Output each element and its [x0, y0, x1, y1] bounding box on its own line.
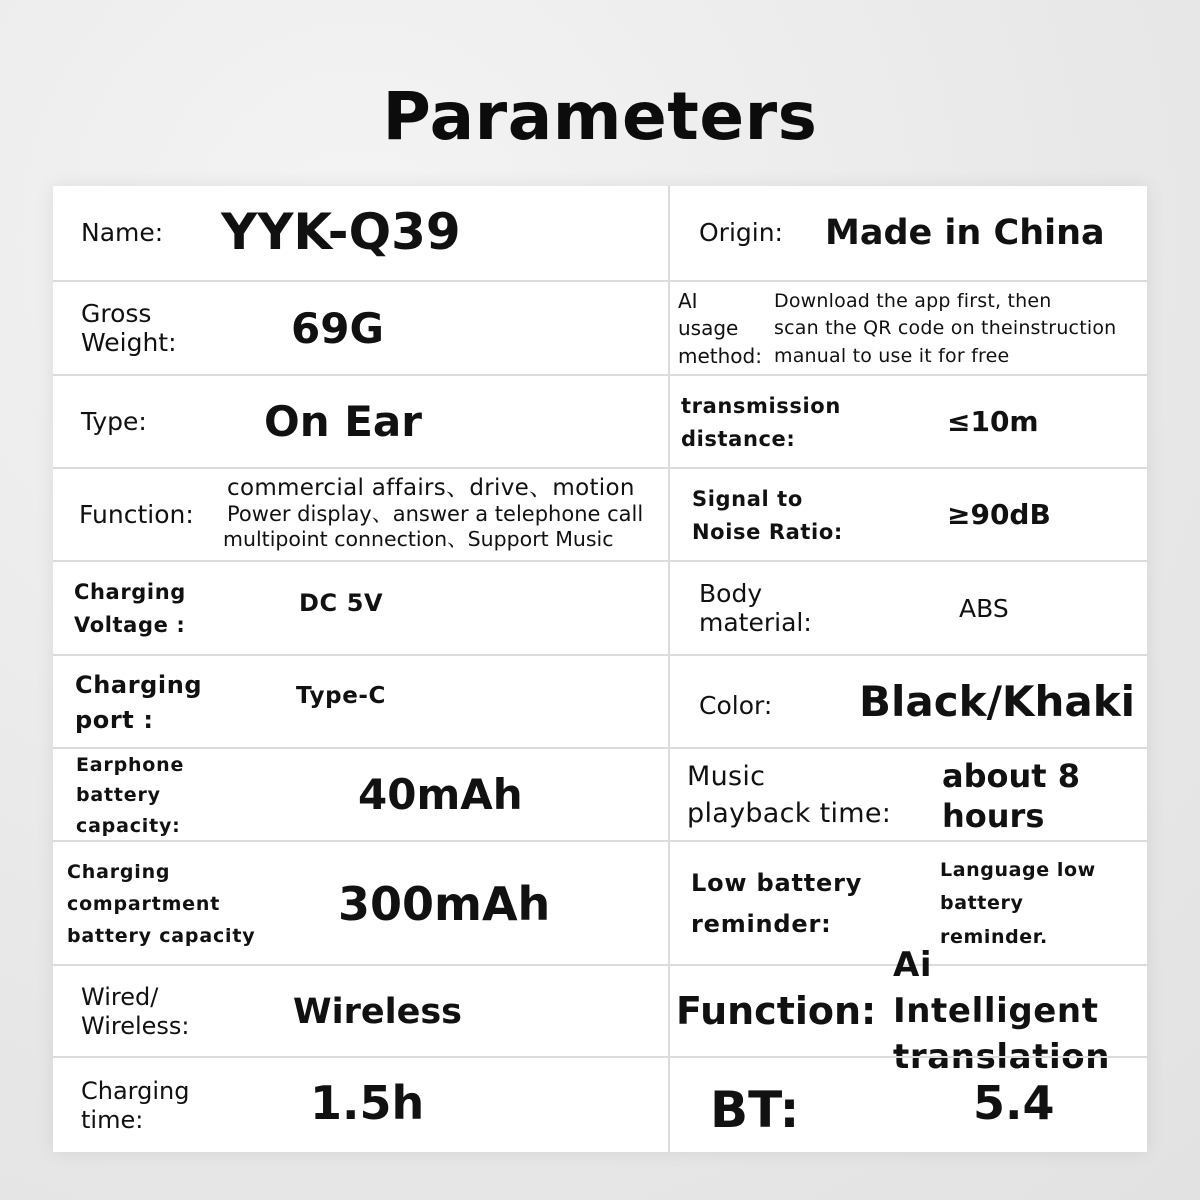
table-row — [53, 945, 1147, 1077]
table-row — [53, 747, 1147, 840]
function-value-line: multipoint connection、Support Music — [223, 526, 614, 551]
column-divider — [668, 282, 670, 374]
column-divider — [668, 656, 670, 747]
transmission-distance-label: transmission distance: — [681, 393, 841, 451]
name-value: YYK-Q39 — [221, 203, 461, 262]
charging-voltage-label: Charging Voltage : — [74, 580, 186, 637]
charging-port-value: Type-C — [296, 682, 387, 709]
ai-usage-method-value: Download the app first, then scan the QR code on theinstruction manual to use it for free — [774, 289, 1117, 367]
ai-usage-method-label: AI usage method: — [678, 288, 762, 368]
function-value-line: Power display、answer a telephone call — [227, 502, 644, 527]
gross-weight-value: 69G — [291, 303, 384, 353]
earphone-battery-label: Earphone battery capacity: — [76, 753, 185, 837]
gross-weight-label: Gross Weight: — [81, 299, 177, 357]
column-divider — [668, 842, 670, 964]
compartment-battery-label: Charging compartment battery capacity — [67, 860, 256, 948]
color-value: Black/Khaki — [859, 677, 1136, 727]
table-row — [53, 560, 1147, 654]
function2-value: Ai Intelligent translation — [893, 945, 1111, 1077]
music-playback-value: about 8 hours — [942, 756, 1080, 835]
body-material-label: Body material: — [699, 579, 812, 637]
table-row — [53, 1056, 1147, 1152]
name-label: Name: — [81, 217, 164, 247]
color-label: Color: — [699, 690, 773, 720]
bt-value: 5.4 — [973, 1075, 1055, 1130]
table-row — [53, 186, 1147, 280]
charging-time-value: 1.5h — [310, 1075, 425, 1130]
table-row — [53, 280, 1147, 374]
column-divider — [668, 186, 670, 280]
column-divider — [668, 1058, 670, 1152]
column-divider — [668, 562, 670, 654]
charging-time-label: Charging time: — [81, 1077, 190, 1134]
origin-label: Origin: — [699, 217, 783, 247]
column-divider — [668, 966, 670, 1056]
parameters-table — [53, 186, 1147, 1152]
table-row — [53, 467, 1147, 560]
type-label: Type: — [81, 407, 147, 437]
column-divider — [668, 376, 670, 467]
wired-wireless-label: Wired/ Wireless: — [81, 983, 190, 1040]
table-row — [53, 654, 1147, 747]
type-value: On Ear — [264, 397, 422, 447]
function-label: Function: — [79, 500, 194, 530]
low-battery-reminder-value: Language low battery reminder. — [940, 859, 1096, 948]
transmission-distance-value: ≤10m — [947, 405, 1039, 439]
function2-label: Function: — [676, 989, 877, 1034]
compartment-battery-value: 300mAh — [338, 876, 551, 931]
low-battery-reminder-label: Low battery reminder: — [691, 869, 863, 938]
body-material-value: ABS — [959, 593, 1009, 623]
charging-voltage-value: DC 5V — [299, 589, 384, 618]
snr-value: ≥90dB — [947, 498, 1051, 532]
charging-port-label: Charging port : — [75, 670, 203, 734]
table-row — [53, 374, 1147, 467]
column-divider — [668, 749, 670, 840]
music-playback-label: Music playback time: — [687, 761, 892, 829]
function-value-line: commercial affairs、drive、motion — [227, 475, 635, 501]
wired-wireless-value: Wireless — [293, 991, 463, 1032]
function-value — [223, 475, 671, 560]
origin-value: Made in China — [825, 212, 1105, 253]
bt-label: BT: — [710, 1081, 800, 1140]
snr-label: Signal to Noise Ratio: — [692, 486, 843, 544]
page-title: Parameters — [382, 78, 818, 155]
earphone-battery-value: 40mAh — [358, 770, 523, 820]
